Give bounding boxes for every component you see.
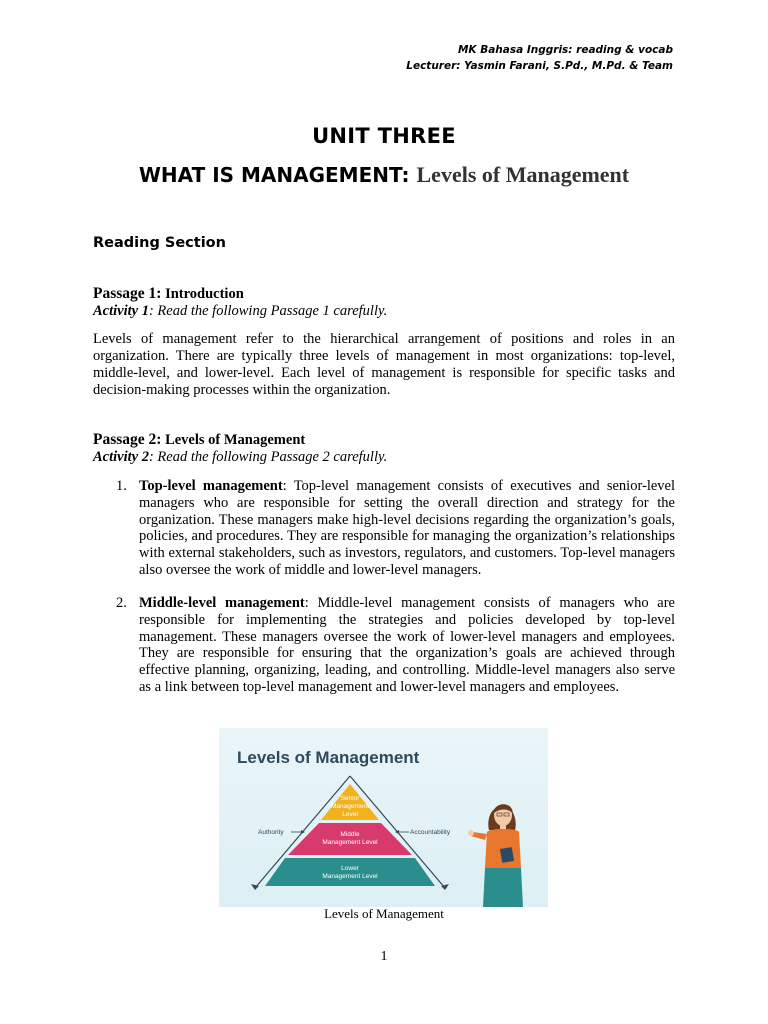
document-header [406, 42, 673, 74]
unit-title: UNIT THREE [312, 124, 456, 148]
lower-level-layer [265, 858, 435, 886]
senior-label-3: Level [342, 811, 358, 818]
activity2-text: : Read the following Passage 2 carefully. [148, 449, 388, 465]
passage2-label: Passage 2: [93, 431, 162, 448]
list-item-number: 2. [116, 595, 127, 611]
figure-caption: Levels of Management [324, 906, 444, 921]
list-item-body [139, 595, 675, 696]
passage1-title: Introduction [165, 286, 244, 302]
main-subtitle: Levels of Management [416, 162, 630, 187]
list-item-term: Middle-level management [139, 595, 305, 611]
activity2 [93, 449, 387, 466]
list-item-body [139, 478, 675, 579]
passage2-title: Levels of Management [165, 432, 306, 448]
activity1 [93, 303, 387, 320]
middle-label-2: Management Level [322, 839, 378, 846]
course-name: MK Bahasa Inggris: reading & vocab [457, 44, 673, 56]
activity1-label: Activity 1 [93, 303, 149, 319]
presenter-illustration [468, 804, 523, 907]
activity2-label: Activity 2 [93, 449, 149, 465]
lower-label-1: Lower [341, 865, 359, 872]
list-item-text: : Middle-level management consists of managers who are responsible for implementing the strategies and policies developed by top-level management. These managers oversee the work of lower-level managers and employees. They are responsible for ensuring that the organization’s goals are achieved through effective planning, organizing, leading, and controlling. Middle-level managers also serve as a link between top-level management and lower-level managers and employees. [139, 595, 675, 695]
activity1-text: : Read the following Passage 1 carefully. [148, 303, 388, 319]
main-title-text: WHAT IS MANAGEMENT: [138, 163, 410, 187]
list-item [116, 478, 675, 579]
passage2-heading [93, 431, 305, 449]
lower-label-2: Management Level [322, 873, 378, 880]
middle-label-1: Middle [340, 831, 360, 838]
authority-label: Authority [258, 829, 284, 836]
page-number: 1 [380, 949, 388, 964]
passage1-heading [93, 285, 244, 303]
figure-title: Levels of Management [237, 748, 420, 767]
list-item-term: Top-level management [139, 478, 283, 494]
senior-label-2: Management [331, 803, 369, 810]
passage1-text: Levels of management refer to the hierarchical arrangement of positions and roles in an organization. There are typically three levels of management in most organizations: top-level, middle-level, and lower-level. Each level of management is responsible for specific tasks and decision-making processes within the organization. [93, 331, 675, 398]
passage1-label: Passage 1: [93, 285, 162, 302]
reading-section-heading: Reading Section [93, 235, 226, 251]
senior-label-1: Senior [340, 795, 360, 802]
accountability-label: Accountability [410, 829, 451, 836]
figure-illustration [219, 728, 548, 907]
levels-of-management-figure [219, 728, 548, 907]
list-item [116, 595, 675, 696]
list-item-text: : Top-level management consists of executives and senior-level managers who are responsible for setting the overall direction and strategy for the organization. These managers make high-level decisions regarding the organization’s goals, policies, and procedures. They are responsible for managing the organization’s relationships with external stakeholders, such as investors, regulators, and customers. Top-level managers also oversee the work of middle and lower-level managers. [139, 478, 675, 578]
main-title [0, 162, 768, 188]
list-item-number: 1. [116, 478, 127, 494]
lecturer-name: Lecturer: Yasmin Farani, S.Pd., M.Pd. & Team [406, 60, 673, 72]
